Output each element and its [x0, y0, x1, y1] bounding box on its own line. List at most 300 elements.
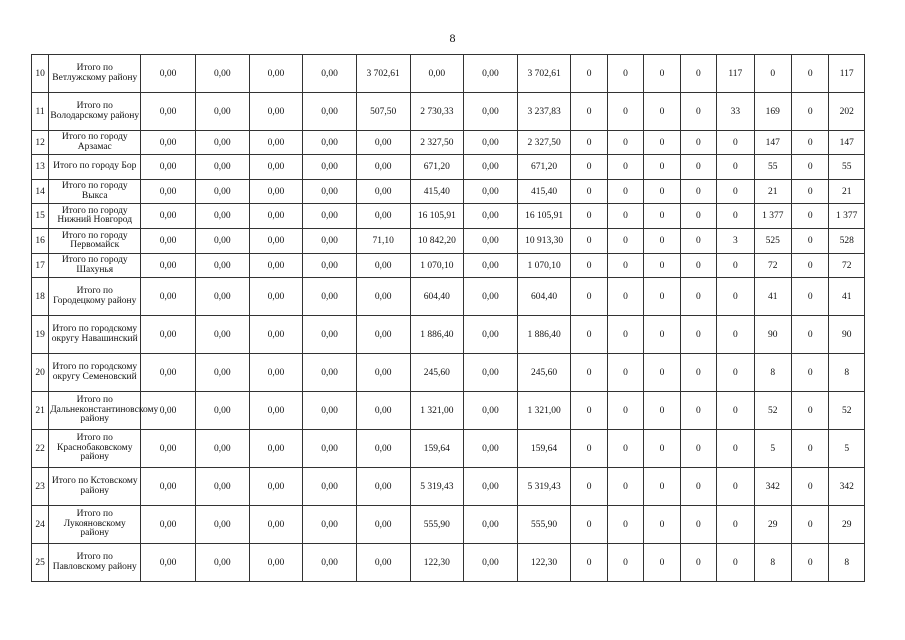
value-cell: 0,00: [195, 93, 249, 131]
value-cell: 0: [680, 544, 716, 582]
value-cell: 0,00: [303, 506, 357, 544]
value-cell: 0,00: [303, 430, 357, 468]
value-cell: 0,00: [141, 204, 196, 229]
value-cell: 0,00: [195, 506, 249, 544]
value-cell: 0: [680, 180, 716, 204]
value-cell: 0: [680, 468, 716, 506]
value-cell: 0,00: [141, 506, 196, 544]
value-cell: 604,40: [410, 278, 464, 316]
value-cell: 0,00: [195, 180, 249, 204]
value-cell: 0: [571, 506, 607, 544]
table-row: [32, 316, 865, 354]
value-cell: 0,00: [141, 544, 196, 582]
value-cell: 0,00: [356, 180, 410, 204]
value-cell: 0: [791, 180, 828, 204]
value-cell: 0: [791, 278, 828, 316]
value-cell: 0,00: [249, 430, 303, 468]
row-number: 12: [32, 131, 49, 155]
value-cell: 0: [644, 316, 680, 354]
value-cell: 0,00: [303, 155, 357, 180]
value-cell: 0,00: [356, 204, 410, 229]
value-cell: 0,00: [356, 155, 410, 180]
value-cell: 0: [717, 155, 754, 180]
value-cell: 147: [754, 131, 791, 155]
value-cell: 342: [754, 468, 791, 506]
value-cell: 52: [754, 392, 791, 430]
value-cell: 507,50: [356, 93, 410, 131]
value-cell: 0,00: [356, 544, 410, 582]
value-cell: 0: [571, 278, 607, 316]
value-cell: 0: [607, 316, 643, 354]
value-cell: 72: [829, 254, 865, 278]
value-cell: 0: [607, 506, 643, 544]
value-cell: 10 913,30: [517, 229, 571, 254]
value-cell: 16 105,91: [410, 204, 464, 229]
value-cell: 3 702,61: [517, 55, 571, 93]
value-cell: 0: [791, 55, 828, 93]
value-cell: 8: [754, 544, 791, 582]
value-cell: 0: [571, 93, 607, 131]
value-cell: 0: [607, 278, 643, 316]
value-cell: 0,00: [464, 155, 518, 180]
value-cell: 72: [754, 254, 791, 278]
value-cell: 0: [607, 392, 643, 430]
value-cell: 0: [571, 544, 607, 582]
value-cell: 0: [644, 354, 680, 392]
value-cell: 0,00: [303, 544, 357, 582]
value-cell: 90: [754, 316, 791, 354]
value-cell: 0,00: [249, 278, 303, 316]
value-cell: 0,00: [141, 155, 196, 180]
value-cell: 0,00: [249, 55, 303, 93]
value-cell: 0,00: [195, 278, 249, 316]
value-cell: 0: [644, 131, 680, 155]
value-cell: 1 070,10: [517, 254, 571, 278]
value-cell: 0: [571, 55, 607, 93]
row-number: 23: [32, 468, 49, 506]
value-cell: 0: [680, 229, 716, 254]
value-cell: 0,00: [464, 354, 518, 392]
value-cell: 5 319,43: [410, 468, 464, 506]
value-cell: 0: [571, 354, 607, 392]
value-cell: 0: [791, 204, 828, 229]
row-number: 25: [32, 544, 49, 582]
page-number: 8: [449, 31, 456, 45]
value-cell: 0: [607, 430, 643, 468]
value-cell: 169: [754, 93, 791, 131]
row-number: 14: [32, 180, 49, 204]
value-cell: 0,00: [249, 354, 303, 392]
row-number: 17: [32, 254, 49, 278]
value-cell: 0: [680, 392, 716, 430]
value-cell: 0: [717, 468, 754, 506]
value-cell: 0,00: [464, 430, 518, 468]
value-cell: 0: [717, 354, 754, 392]
value-cell: 0: [717, 254, 754, 278]
value-cell: 0,00: [356, 430, 410, 468]
value-cell: 0: [680, 55, 716, 93]
value-cell: 0,00: [356, 506, 410, 544]
value-cell: 0,00: [356, 354, 410, 392]
value-cell: 0: [644, 278, 680, 316]
value-cell: 0: [791, 316, 828, 354]
table-row: [32, 354, 865, 392]
value-cell: 0: [791, 131, 828, 155]
value-cell: 0: [680, 316, 716, 354]
value-cell: 0,00: [303, 254, 357, 278]
value-cell: 0,00: [464, 392, 518, 430]
value-cell: 0: [717, 316, 754, 354]
value-cell: 0,00: [249, 544, 303, 582]
row-number: 22: [32, 430, 49, 468]
value-cell: 8: [829, 354, 865, 392]
value-cell: 0,00: [141, 229, 196, 254]
value-cell: 0,00: [195, 254, 249, 278]
value-cell: 0,00: [195, 131, 249, 155]
value-cell: 0: [607, 354, 643, 392]
value-cell: 0: [717, 204, 754, 229]
value-cell: 0,00: [141, 278, 196, 316]
row-number: 10: [32, 55, 49, 93]
territory-name: Итого по Дальнеконстантиновскому району: [49, 392, 141, 430]
value-cell: 0,00: [249, 229, 303, 254]
value-cell: 117: [829, 55, 865, 93]
territory-name: Итого по городу Шахунья: [49, 254, 141, 278]
value-cell: 0: [607, 180, 643, 204]
value-cell: 0: [791, 544, 828, 582]
value-cell: 0: [791, 506, 828, 544]
table-row: [32, 204, 865, 229]
value-cell: 0,00: [303, 55, 357, 93]
value-cell: 0,00: [141, 180, 196, 204]
table-row: [32, 93, 865, 131]
value-cell: 29: [754, 506, 791, 544]
value-cell: 0,00: [249, 155, 303, 180]
territory-name: Итого по Ветлужскому району: [49, 55, 141, 93]
value-cell: 0,00: [464, 204, 518, 229]
value-cell: 0,00: [303, 354, 357, 392]
value-cell: 0: [680, 354, 716, 392]
value-cell: 1 377: [754, 204, 791, 229]
value-cell: 29: [829, 506, 865, 544]
value-cell: 0,00: [195, 468, 249, 506]
value-cell: 0: [791, 468, 828, 506]
value-cell: 0: [644, 254, 680, 278]
value-cell: 0,00: [303, 229, 357, 254]
value-cell: 0: [680, 278, 716, 316]
value-cell: 0: [644, 55, 680, 93]
value-cell: 2 327,50: [517, 131, 571, 155]
value-cell: 671,20: [517, 155, 571, 180]
table-row: [32, 468, 865, 506]
value-cell: 0: [607, 468, 643, 506]
value-cell: 0,00: [410, 55, 464, 93]
value-cell: 1 070,10: [410, 254, 464, 278]
value-cell: 0: [717, 544, 754, 582]
value-cell: 0: [571, 316, 607, 354]
value-cell: 0,00: [141, 354, 196, 392]
value-cell: 5: [754, 430, 791, 468]
value-cell: 41: [829, 278, 865, 316]
value-cell: 0,00: [464, 180, 518, 204]
value-cell: 0,00: [303, 316, 357, 354]
value-cell: 0,00: [141, 55, 196, 93]
row-number: 21: [32, 392, 49, 430]
table-body: [32, 55, 865, 582]
value-cell: 0,00: [195, 430, 249, 468]
territory-name: Итого по Кстовскому району: [49, 468, 141, 506]
value-cell: 0: [644, 93, 680, 131]
value-cell: 0: [680, 93, 716, 131]
value-cell: 3 702,61: [356, 55, 410, 93]
value-cell: 245,60: [410, 354, 464, 392]
value-cell: 0: [571, 180, 607, 204]
value-cell: 0,00: [303, 278, 357, 316]
value-cell: 0,00: [356, 131, 410, 155]
value-cell: 0,00: [195, 354, 249, 392]
value-cell: 0: [571, 468, 607, 506]
value-cell: 0,00: [249, 506, 303, 544]
value-cell: 1 321,00: [410, 392, 464, 430]
value-cell: 8: [829, 544, 865, 582]
value-cell: 0: [571, 430, 607, 468]
value-cell: 0: [791, 354, 828, 392]
value-cell: 0,00: [303, 180, 357, 204]
value-cell: 0,00: [356, 316, 410, 354]
value-cell: 0,00: [249, 93, 303, 131]
value-cell: 1 321,00: [517, 392, 571, 430]
value-cell: 0: [791, 93, 828, 131]
value-cell: 52: [829, 392, 865, 430]
value-cell: 0,00: [195, 155, 249, 180]
value-cell: 147: [829, 131, 865, 155]
value-cell: 0: [571, 254, 607, 278]
row-number: 18: [32, 278, 49, 316]
territory-name: Итого по Павловскому району: [49, 544, 141, 582]
value-cell: 0,00: [464, 468, 518, 506]
value-cell: 0,00: [249, 204, 303, 229]
value-cell: 202: [829, 93, 865, 131]
value-cell: 0: [791, 155, 828, 180]
value-cell: 0,00: [141, 131, 196, 155]
value-cell: 0: [680, 204, 716, 229]
value-cell: 1 377: [829, 204, 865, 229]
value-cell: 0,00: [464, 131, 518, 155]
value-cell: 0,00: [195, 316, 249, 354]
value-cell: 0: [754, 55, 791, 93]
row-number: 15: [32, 204, 49, 229]
value-cell: 55: [754, 155, 791, 180]
value-cell: 0,00: [303, 93, 357, 131]
table-row: [32, 506, 865, 544]
table-row: [32, 180, 865, 204]
value-cell: 0: [680, 506, 716, 544]
value-cell: 0: [644, 468, 680, 506]
value-cell: 0: [644, 204, 680, 229]
territory-name: Итого по городу Выкса: [49, 180, 141, 204]
value-cell: 555,90: [517, 506, 571, 544]
territory-name: Итого по городу Первомайск: [49, 229, 141, 254]
value-cell: 0: [680, 131, 716, 155]
row-number: 20: [32, 354, 49, 392]
value-cell: 21: [829, 180, 865, 204]
territory-name: Итого по Городецкому району: [49, 278, 141, 316]
value-cell: 0: [571, 229, 607, 254]
value-cell: 0,00: [195, 392, 249, 430]
value-cell: 1 886,40: [410, 316, 464, 354]
value-cell: 122,30: [517, 544, 571, 582]
value-cell: 0,00: [195, 544, 249, 582]
value-cell: 0: [717, 278, 754, 316]
value-cell: 1 886,40: [517, 316, 571, 354]
row-number: 16: [32, 229, 49, 254]
row-number: 11: [32, 93, 49, 131]
value-cell: 0: [717, 131, 754, 155]
value-cell: 0,00: [249, 254, 303, 278]
value-cell: 2 730,33: [410, 93, 464, 131]
value-cell: 117: [717, 55, 754, 93]
table-row: [32, 430, 865, 468]
value-cell: 528: [829, 229, 865, 254]
table-row: [32, 278, 865, 316]
table-row: [32, 254, 865, 278]
value-cell: 0: [791, 254, 828, 278]
value-cell: 10 842,20: [410, 229, 464, 254]
value-cell: 0,00: [464, 506, 518, 544]
territory-name: Итого по городскому округу Навашинский: [49, 316, 141, 354]
value-cell: 415,40: [410, 180, 464, 204]
value-cell: 159,64: [517, 430, 571, 468]
value-cell: 71,10: [356, 229, 410, 254]
value-cell: 33: [717, 93, 754, 131]
value-cell: 159,64: [410, 430, 464, 468]
value-cell: 122,30: [410, 544, 464, 582]
row-number: 19: [32, 316, 49, 354]
value-cell: 0,00: [356, 392, 410, 430]
value-cell: 0: [791, 392, 828, 430]
value-cell: 415,40: [517, 180, 571, 204]
value-cell: 0: [607, 93, 643, 131]
value-cell: 0,00: [356, 468, 410, 506]
value-cell: 0: [571, 155, 607, 180]
value-cell: 0,00: [303, 392, 357, 430]
value-cell: 0,00: [195, 204, 249, 229]
value-cell: 0: [791, 430, 828, 468]
value-cell: 3 237,83: [517, 93, 571, 131]
value-cell: 0: [717, 430, 754, 468]
value-cell: 604,40: [517, 278, 571, 316]
value-cell: 3: [717, 229, 754, 254]
value-cell: 0: [607, 55, 643, 93]
value-cell: 0,00: [464, 316, 518, 354]
value-cell: 0: [644, 506, 680, 544]
territory-name: Итого по городскому округу Семеновский: [49, 354, 141, 392]
value-cell: 0: [607, 155, 643, 180]
value-cell: 0,00: [249, 316, 303, 354]
value-cell: 0,00: [249, 392, 303, 430]
value-cell: 90: [829, 316, 865, 354]
table-row: [32, 392, 865, 430]
value-cell: 0: [680, 254, 716, 278]
value-cell: 0,00: [464, 93, 518, 131]
territory-name: Итого по Лукояновскому району: [49, 506, 141, 544]
value-cell: 555,90: [410, 506, 464, 544]
value-cell: 0,00: [141, 316, 196, 354]
value-cell: 0: [644, 392, 680, 430]
value-cell: 0: [571, 392, 607, 430]
value-cell: 0,00: [303, 468, 357, 506]
value-cell: 0: [717, 506, 754, 544]
value-cell: 671,20: [410, 155, 464, 180]
value-cell: 16 105,91: [517, 204, 571, 229]
territory-name: Итого по Володарскому району: [49, 93, 141, 131]
territory-name: Итого по городу Арзамас: [49, 131, 141, 155]
value-cell: 0: [717, 180, 754, 204]
value-cell: 21: [754, 180, 791, 204]
value-cell: 0,00: [464, 544, 518, 582]
value-cell: 0,00: [195, 55, 249, 93]
table-row: [32, 131, 865, 155]
value-cell: 0,00: [249, 180, 303, 204]
value-cell: 0,00: [141, 468, 196, 506]
value-cell: 0,00: [356, 278, 410, 316]
value-cell: 0: [607, 544, 643, 582]
value-cell: 0: [644, 229, 680, 254]
territory-name: Итого по городу Нижний Новгород: [49, 204, 141, 229]
value-cell: 0: [607, 229, 643, 254]
value-cell: 0: [571, 131, 607, 155]
value-cell: 525: [754, 229, 791, 254]
value-cell: 0,00: [303, 131, 357, 155]
value-cell: 5 319,43: [517, 468, 571, 506]
table-row: [32, 55, 865, 93]
value-cell: 0: [680, 430, 716, 468]
territory-name: Итого по Краснобаковскому району: [49, 430, 141, 468]
value-cell: 0: [644, 180, 680, 204]
value-cell: 245,60: [517, 354, 571, 392]
value-cell: 0,00: [303, 204, 357, 229]
value-cell: 0,00: [141, 93, 196, 131]
value-cell: 8: [754, 354, 791, 392]
value-cell: 0,00: [249, 131, 303, 155]
value-cell: 0,00: [141, 392, 196, 430]
value-cell: 0: [717, 392, 754, 430]
value-cell: 0: [607, 204, 643, 229]
data-table: [31, 54, 865, 582]
table-row: [32, 155, 865, 180]
value-cell: 0,00: [249, 468, 303, 506]
row-number: 13: [32, 155, 49, 180]
value-cell: 55: [829, 155, 865, 180]
value-cell: 41: [754, 278, 791, 316]
value-cell: 0: [571, 204, 607, 229]
value-cell: 0: [644, 544, 680, 582]
value-cell: 0,00: [464, 55, 518, 93]
value-cell: 2 327,50: [410, 131, 464, 155]
table-row: [32, 229, 865, 254]
territory-name: Итого по городу Бор: [49, 155, 141, 180]
value-cell: 0,00: [195, 229, 249, 254]
value-cell: 342: [829, 468, 865, 506]
row-number: 24: [32, 506, 49, 544]
value-cell: 0: [680, 155, 716, 180]
value-cell: 0: [644, 430, 680, 468]
value-cell: 0: [607, 254, 643, 278]
value-cell: 0,00: [141, 254, 196, 278]
value-cell: 0,00: [464, 229, 518, 254]
value-cell: 0,00: [464, 254, 518, 278]
value-cell: 0: [644, 155, 680, 180]
